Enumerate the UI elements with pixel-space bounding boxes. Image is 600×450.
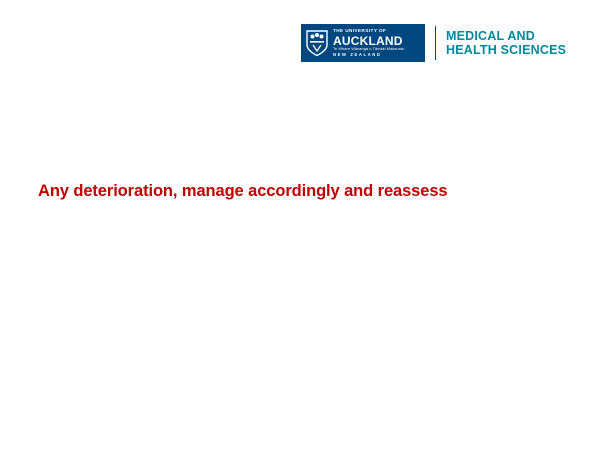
- crest-country: NEW ZEALAND: [333, 51, 382, 57]
- faculty-line-2: HEALTH SCIENCES: [446, 43, 567, 57]
- logo-divider: [435, 26, 436, 60]
- faculty-name: [446, 29, 566, 58]
- university-logo: [301, 24, 566, 62]
- crest-wordmark: [333, 29, 405, 57]
- crest-line-top: THE UNIVERSITY OF: [333, 27, 387, 33]
- crest-university-name: AUCKLAND: [333, 33, 403, 48]
- auckland-crest-block: [301, 24, 425, 62]
- faculty-line-1: MEDICAL AND: [446, 28, 536, 43]
- shield-icon: [305, 29, 329, 57]
- crest-maori-name: Te Whare Wānanga o Tāmaki Makaurau: [333, 46, 405, 51]
- slide-headline: Any deterioration, manage accordingly and reassess: [38, 182, 448, 200]
